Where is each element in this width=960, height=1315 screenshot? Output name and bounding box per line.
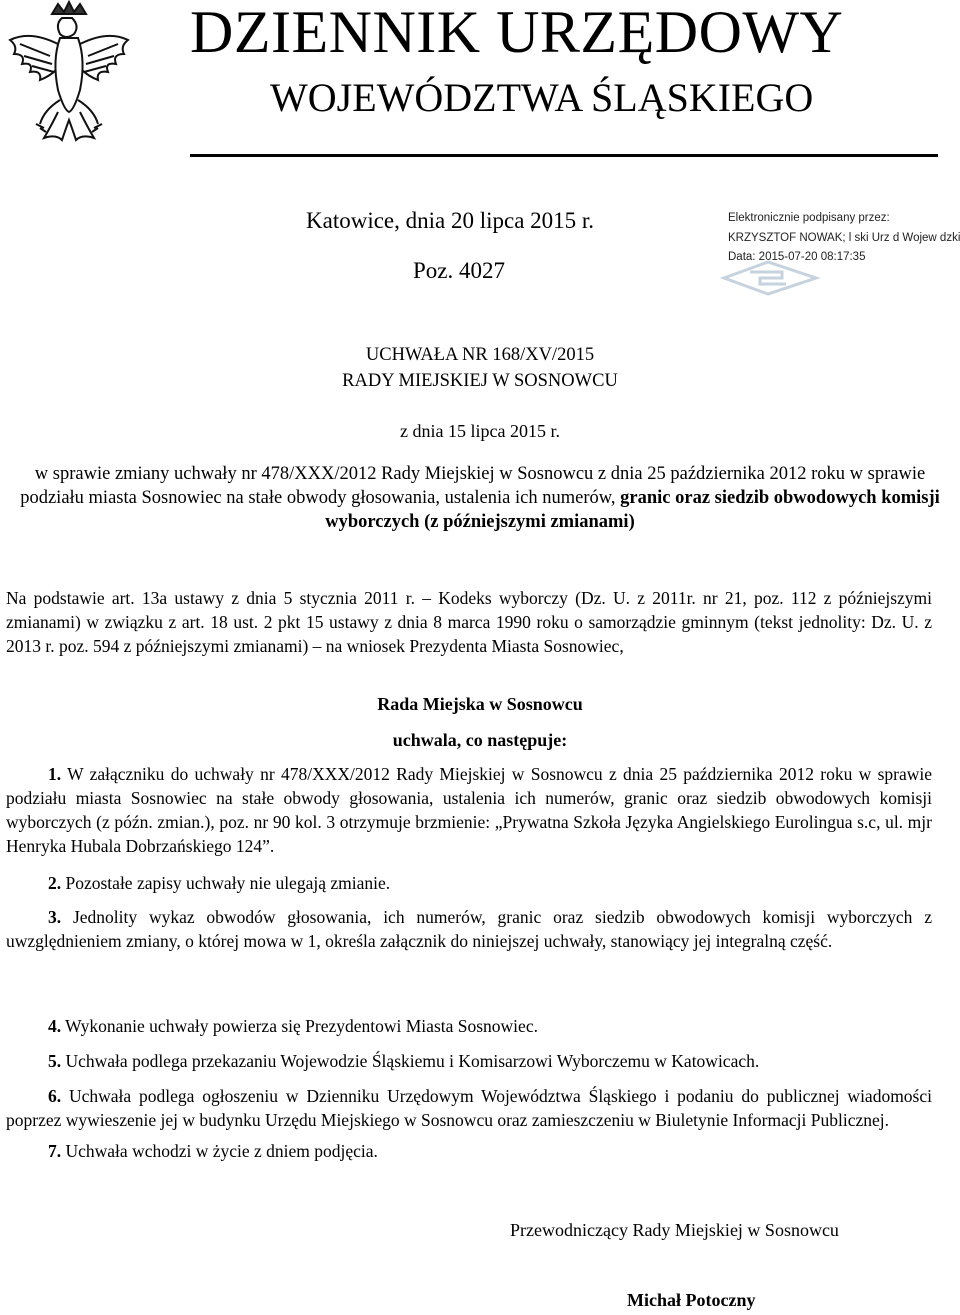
resolution-date: z dnia 15 lipca 2015 r.: [400, 421, 560, 441]
journal-title: DZIENNIK URZĘDOWY: [190, 0, 844, 65]
eagle-emblem-icon: [0, 0, 138, 160]
legal-basis: Na podstawie art. 13a ustawy z dnia 5 stycznia 2011 r. – Kodeks wyborczy (Dz. U. z 2011r. nr 21, poz. 112 z późniejszymi zmianami) w związku z art. 18 ust. 2 pkt 15 ustawy z dnia 8 marca 1990 roku o samorządzie gminnym (tekst jednolity: Dz. U. z 2013 r. poz. 594 z późniejszymi zmianami) – na wniosek Prezydenta Miasta Sosnowiec,: [6, 588, 932, 656]
resolution-title: [0, 342, 960, 394]
section-text: Pozostałe zapisy uchwały nie ulegają zmianie.: [61, 873, 391, 893]
header-rule: [190, 154, 938, 157]
signature-signer: KRZYSZTOF NOWAK; l ski Urz d Wojew dzki: [728, 232, 960, 244]
publication-date: Katowice, dnia 20 lipca 2015 r.: [306, 208, 595, 233]
section-number: 1.: [48, 764, 62, 784]
section-number: 6.: [48, 1086, 62, 1106]
signature-label: Elektronicznie podpisany przez:: [728, 212, 890, 224]
section-5: [6, 1049, 932, 1073]
section-4: [6, 1014, 932, 1038]
signature-stamp-icon: [720, 258, 820, 298]
signature-date: Data: 2015-07-20 08:17:35: [728, 251, 866, 263]
section-number: 3.: [48, 907, 62, 927]
subject-bold: granic oraz siedzib obwodowych komisji wyborczych (z późniejszymi zmianami): [325, 488, 940, 532]
resolution-subject: [10, 462, 950, 534]
council-name: Rada Miejska w Sosnowcu: [377, 694, 583, 714]
section-6: [6, 1084, 932, 1132]
section-text: Wykonanie uchwały powierza się Prezydentowi Miasta Sosnowiec.: [61, 1016, 538, 1036]
signatory-name: Michał Potoczny: [627, 1290, 756, 1310]
section-text: Uchwała podlega ogłoszeniu w Dzienniku Urzędowym Województwa Śląskiego i podaniu do publicznej wiadomości poprzez wywieszenie jej w budynku Urzędu Miejskiego w Sosnowcu oraz zamieszczeniu w Biuletynie Informacji Publicznej.: [6, 1086, 932, 1130]
section-number: 4.: [48, 1016, 62, 1036]
position-number: Poz. 4027: [413, 258, 505, 283]
section-number: 2.: [48, 873, 62, 893]
signatory-title: Przewodniczący Rady Miejskiej w Sosnowcu: [510, 1220, 839, 1240]
resolution-number: UCHWAŁA NR 168/XV/2015: [365, 345, 595, 365]
section-text: Uchwała wchodzi w życie z dniem podjęcia.: [61, 1141, 378, 1161]
journal-region: WOJEWÓDZTWA ŚLĄSKIEGO: [270, 75, 814, 120]
section-number: 5.: [48, 1051, 62, 1071]
section-7: [6, 1139, 932, 1163]
section-text: Uchwała podlega przekazaniu Wojewodzie Śląskiemu i Komisarzowi Wyborczemu w Katowicach.: [61, 1051, 760, 1071]
resolves-heading: uchwala, co następuje:: [392, 730, 568, 750]
section-number: 7.: [48, 1141, 62, 1161]
section-text: Jednolity wykaz obwodów głosowania, ich numerów, granic oraz siedzib obwodowych komisji wyborczych z uwzględnieniem zmiany, o której mowa w 1, określa załącznik do niniejszej uchwały, stanowiący jej integralną część.: [6, 907, 932, 951]
subject-lead: w sprawie zmiany uchwały nr 478/XXX/2012 Rady Miejskiej w Sosnowcu z dnia 25 października 2012 roku w sprawie podziału miasta Sosnowiec na stałe obwody głosowania, ustalenia ich numerów,: [20, 464, 926, 508]
resolution-issuer: RADY MIEJSKIEJ W SOSNOWCU: [342, 371, 618, 391]
section-3: [6, 905, 932, 953]
section-text: W załączniku do uchwały nr 478/XXX/2012 Rady Miejskiej w Sosnowcu z dnia 25 października 2012 roku w sprawie podziału miasta Sosnowiec na stałe obwody głosowania, ustalenia ich numerów, granic oraz siedzib obwodowych komisji wyborczych (z późn. zmian.), poz. nr 90 kol. 3 otrzymuje brzmienie: „Prywatna Szkoła Języka Angielskiego Eurolingua s.c, ul. mjr Henryka Hubala Dobrzańskiego 124”.: [6, 764, 932, 856]
section-1: [6, 762, 932, 858]
section-2: [6, 871, 932, 895]
